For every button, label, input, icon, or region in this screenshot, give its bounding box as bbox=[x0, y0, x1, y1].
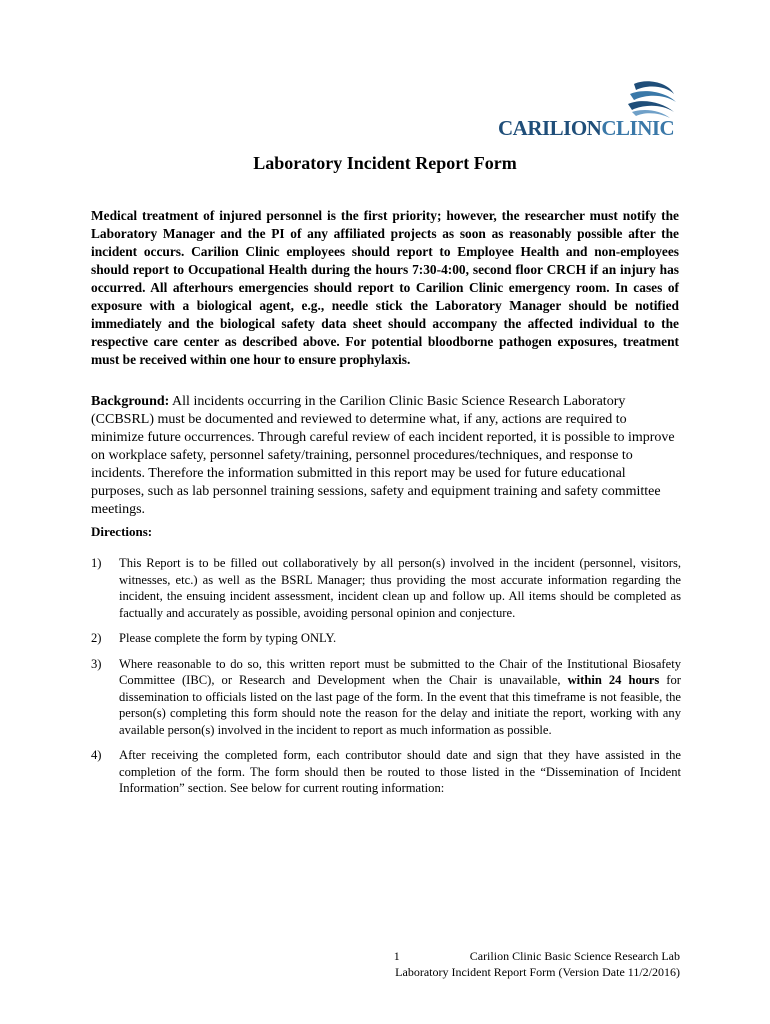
direction-number: 1) bbox=[91, 556, 102, 570]
intro-paragraph: Medical treatment of injured personnel is the first priority; however, the researcher must notify the Laboratory Manager and the PI of any affiliated projects as soon as reasonably possible after the incident occurs. Carilion Clinic employees should report to Employee Health and non-employees should report to Occupational Health during the hours 7:30-4:00, second floor CRCH if an injury has occurred. All afterhours emergencies should report to Carilion Clinic emergency room. In cases of exposure with a biological agent, e.g., needle stick the Laboratory Manager should be notified immediately and the biological safety data sheet should accompany the affected individual to the respective care center as described above. For potential bloodborne pathogen exposures, treatment must be received within one hour to ensure prophylaxis. bbox=[91, 208, 679, 367]
page-title: Laboratory Incident Report Form bbox=[253, 153, 517, 173]
background-label: Background: bbox=[91, 394, 170, 409]
direction-text-after: for dissemination to officials listed on the last page of the form. In the event that this timeframe is not feasible, the person(s) completing this form should note the reason for the delay and initiate the report, working with any available person(s) involved in the incident to report as much information as possible. bbox=[119, 673, 681, 737]
direction-number: 2) bbox=[91, 631, 102, 645]
swirl-logo-icon bbox=[626, 80, 678, 120]
logo-name-sub: CLINIC bbox=[601, 116, 675, 140]
background-text: All incidents occurring in the Carilion Clinic Basic Science Research Laboratory (CCBSRL) must be documented and reviewed to determine what, if any, actions are required to minimize future occurrences. Through careful review of each incident reported, it is possible to improve on workplace safety, personnel safety/training, personnel procedures/techniques, and response to incidents. Therefore the information submitted in this report may be used for future educational purposes, such as lab personnel training sessions, safety and equipment training and safety committee meetings. bbox=[91, 394, 675, 517]
direction-text: This Report is to be filled out collaboratively by all person(s) involved in the incident (personnel, visitors, witnesses, etc.) as well as the BSRL Manager; thus providing the most accurate information regarding the incident, the ensuing incident assessment, incident clean up and follow up. All items should be completed as factually and accurately as possible, avoiding personal opinion and conjecture. bbox=[119, 556, 681, 620]
direction-deadline: within 24 hours bbox=[567, 673, 660, 687]
logo-name-main: CARILION bbox=[498, 116, 602, 140]
direction-item bbox=[91, 747, 681, 797]
footer-form-version: Laboratory Incident Report Form (Version Date 11/2/2016) bbox=[395, 965, 680, 979]
footer-org: Carilion Clinic Basic Science Research Lab bbox=[469, 949, 680, 963]
logo-wordmark bbox=[498, 116, 680, 141]
direction-item bbox=[91, 656, 681, 739]
carilion-clinic-logo bbox=[498, 80, 680, 142]
directions-heading: Directions: bbox=[91, 524, 153, 539]
direction-number: 4) bbox=[91, 748, 102, 762]
direction-text: Please complete the form by typing ONLY. bbox=[119, 631, 337, 645]
direction-item bbox=[91, 555, 681, 621]
page-number: 1 bbox=[393, 949, 400, 963]
direction-text-before: Where reasonable to do so, this written report must be submitted to the Chair of the Institutional Biosafety Committee (IBC), or Research and Development when the Chair is unavailable, bbox=[119, 656, 681, 687]
direction-number: 3) bbox=[91, 656, 102, 671]
footer-line-1 bbox=[394, 948, 680, 964]
page-footer bbox=[394, 948, 680, 980]
direction-item bbox=[91, 630, 681, 647]
background-paragraph bbox=[91, 393, 679, 519]
direction-text: After receiving the completed form, each contributor should date and sign that they have assisted in the completion of the form. The form should then be routed to those listed in the “Dissemination of Incident Information” section. See below for current routing information: bbox=[119, 748, 681, 795]
directions-list bbox=[91, 555, 681, 806]
